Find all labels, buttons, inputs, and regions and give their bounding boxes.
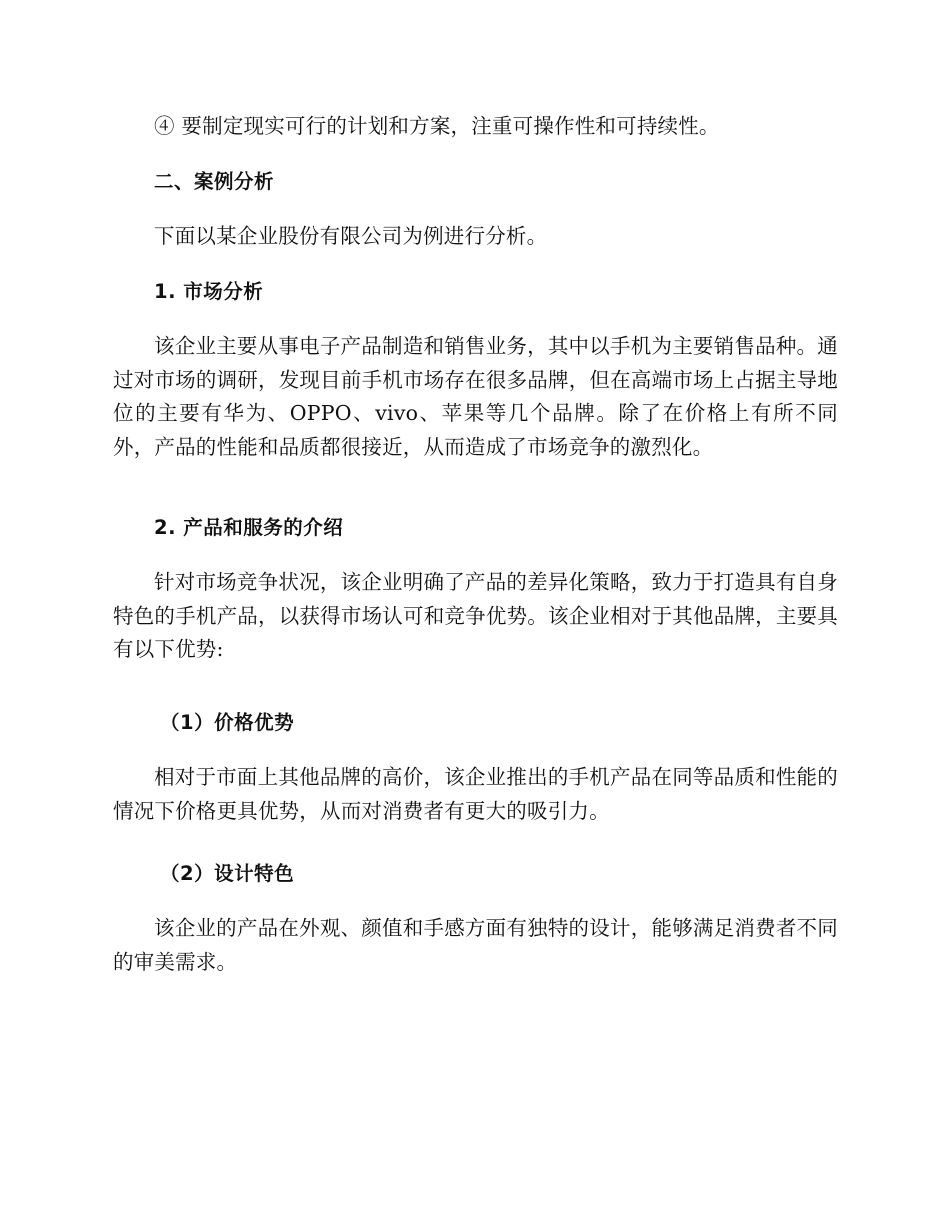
section-heading-case-analysis: 二、案例分析 xyxy=(154,170,275,193)
paragraph-design-feature: 该企业的产品在外观、颜值和手感方面有独特的设计，能够满足消费者不同的审美需求。 xyxy=(113,916,838,974)
paragraph-item-4: ④ 要制定现实可行的计划和方案，注重可操作性和可持续性。 xyxy=(154,114,720,138)
paragraph-market-analysis: 该企业主要从事电子产品制造和销售业务，其中以手机为主要销售品种。通过对市场的调研，发现目前手机市场存在很多品牌，但在高端市场上占据主导地位的主要有华为、OPPO、vivo、苹果等几个品牌。除了在价格上有所不同外，产品的性能和品质都很接近，从而造成了市场竞争的激烈化。 xyxy=(113,334,838,459)
subheading-design-feature: （2）设计特色 xyxy=(160,862,295,885)
paragraph-price-advantage: 相对于市面上其他品牌的高价，该企业推出的手机产品在同等品质和性能的情况下价格更具优势，从而对消费者有更大的吸引力。 xyxy=(113,765,838,823)
paragraph-product-service: 针对市场竞争状况，该企业明确了产品的差异化策略，致力于打造具有自身特色的手机产品，以获得市场认可和竞争优势。该企业相对于其他品牌，主要具有以下优势: xyxy=(113,570,838,661)
paragraph-intro: 下面以某企业股份有限公司为例进行分析。 xyxy=(154,224,548,248)
subheading-market-analysis: 1. 市场分析 xyxy=(154,280,264,303)
subheading-product-service: 2. 产品和服务的介绍 xyxy=(154,516,344,539)
subheading-price-advantage: （1）价格优势 xyxy=(160,711,295,734)
